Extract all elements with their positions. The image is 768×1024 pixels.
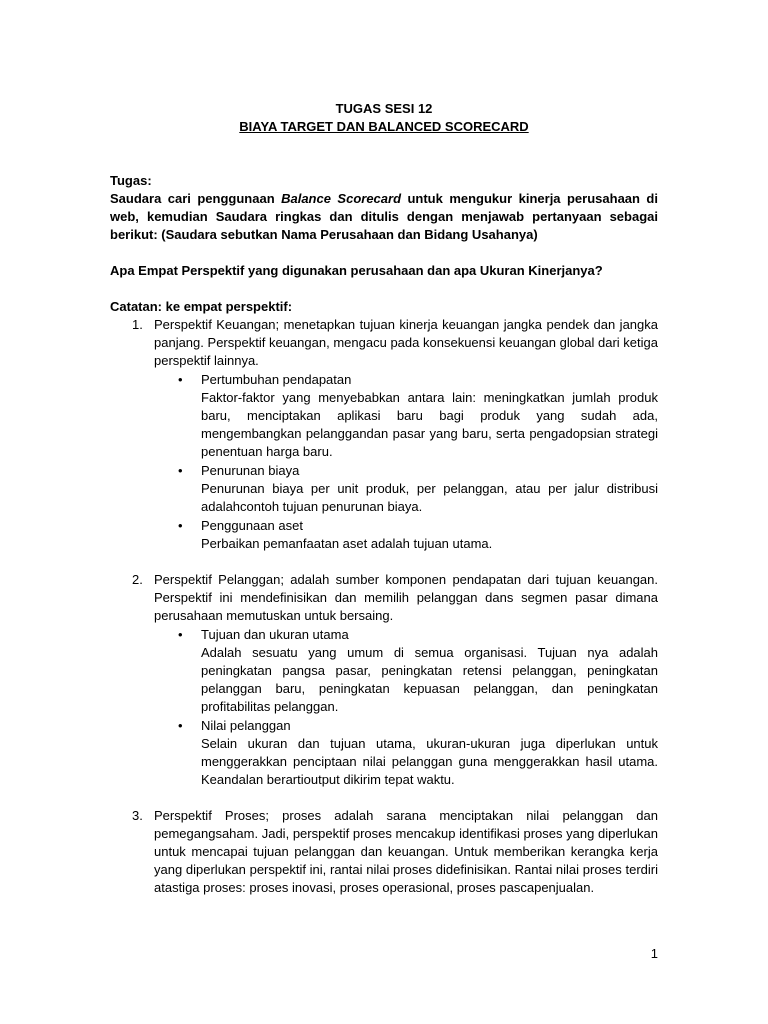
bullet-icon: • [178, 463, 183, 478]
bullet-heading: Nilai pelanggan [201, 718, 291, 733]
doc-subtitle: BIAYA TARGET DAN BALANCED SCORECARD [239, 119, 529, 134]
item-text: Perspektif Proses; proses adalah sarana menciptakan nilai pelanggan dan pemegangsaham. Jadi, perspektif proses mencakup identifikasi proses yang diperlukan untuk mencapai tujuan pelanggan dan keuangan. Untuk memberikan kerangka kerja yang diperlukan perspektif ini, rantai nilai proses didefinisikan. Rantai nilai proses terdiri atastiga proses: proses inovasi, proses operasional, proses pascapenjualan. [154, 808, 658, 895]
item-text: Perspektif Pelanggan; adalah sumber komponen pendapatan dari tujuan keuangan. Perspektif ini mendefinisikan dan memilih pelanggan dans segmen pasar dimana perusahaan memutuskan untuk bersaing. [154, 572, 658, 623]
bullet-icon: • [178, 627, 183, 642]
task-paragraph [110, 190, 658, 244]
bullet-icon: • [178, 518, 183, 533]
item-number: 2. [132, 572, 143, 587]
bullet-icon: • [178, 372, 183, 387]
perspective-item [110, 807, 658, 897]
list-spacer [110, 789, 658, 807]
document-body [110, 100, 658, 897]
bullet-list [154, 371, 658, 553]
task-text-2: untuk mengukur kinerja perusahaan di web, kemudian Saudara ringkas dan ditulis dengan menjawab pertanyaan sebagai berikut: (Saudara sebutkan Nama Perusahaan dan Bidang Usahanya) [110, 191, 658, 242]
bullet-heading: Tujuan dan ukuran utama [201, 627, 349, 642]
bullet-item [154, 626, 658, 716]
notes-label: Catatan: ke empat perspektif: [110, 299, 293, 314]
item-text: Perspektif Keuangan; menetapkan tujuan kinerja keuangan jangka pendek dan jangka panjang. Perspektif keuangan, mengacu pada konsekuensi keuangan global dari ketiga perspektif lainnya. [154, 317, 658, 368]
bullet-icon: • [178, 718, 183, 733]
bullet-item [154, 717, 658, 789]
bullet-body: Selain ukuran dan tujuan utama, ukuran-ukuran juga diperlukan untuk menggerakkan penciptaan nilai pelanggan guna menggerakkan hasil utama. Keandalan berartioutput dikirim tepat waktu. [201, 736, 658, 787]
bullet-body: Penurunan biaya per unit produk, per pelanggan, atau per jalur distribusi adalahcontoh tujuan penurunan biaya. [201, 481, 658, 514]
bullet-heading: Penggunaan aset [201, 518, 303, 533]
task-text-1: Saudara cari penggunaan [110, 191, 282, 206]
task-text-italic: Balance Scorecard [281, 191, 402, 206]
list-spacer [110, 553, 658, 571]
bullet-body: Adalah sesuatu yang umum di semua organisasi. Tujuan nya adalah peningkatan pangsa pasar, peningkatan retensi pelanggan, peningkatan pelanggan baru, peningkatan kepuasan pelanggan, dan peningkatan profitabilitas pelanggan. [201, 645, 658, 714]
perspective-item [110, 571, 658, 789]
doc-title: TUGAS SESI 12 [335, 101, 433, 116]
bullet-body: Faktor-faktor yang menyebabkan antara lain: meningkatkan jumlah produk baru, menciptakan aplikasi baru bagi produk yang sudah ada, mengembangkan pelanggandan pasar yang baru, serta pengadopsian strategi penentuan harga baru. [201, 390, 658, 459]
task-label: Tugas: [110, 173, 152, 188]
bullet-heading: Penurunan biaya [201, 463, 300, 478]
bullet-item [154, 462, 658, 516]
bullet-item [154, 517, 658, 553]
bullet-item [154, 371, 658, 461]
bullet-body: Perbaikan pemanfaatan aset adalah tujuan utama. [201, 536, 493, 551]
item-number: 1. [132, 317, 143, 332]
bullet-heading: Pertumbuhan pendapatan [201, 372, 352, 387]
perspective-item [110, 316, 658, 553]
item-number: 3. [132, 808, 143, 823]
bullet-list [154, 626, 658, 789]
question-text: Apa Empat Perspektif yang digunakan perusahaan dan apa Ukuran Kinerjanya? [110, 263, 603, 278]
page-number: 1 [650, 946, 658, 961]
perspective-list [110, 316, 658, 897]
